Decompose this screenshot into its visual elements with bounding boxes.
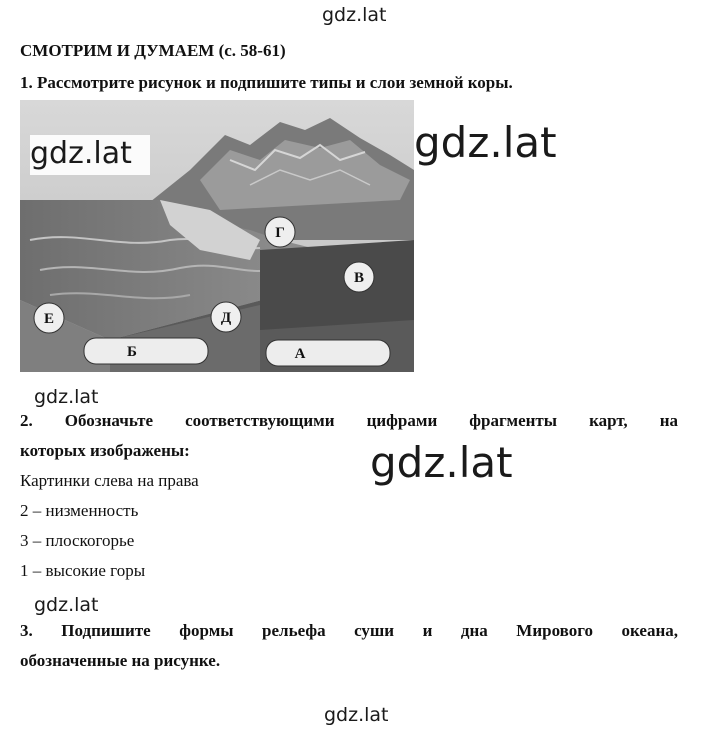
watermark: gdz.lat <box>34 594 99 616</box>
answer-line: 3 – плоскогорье <box>20 531 135 550</box>
label-g: Г <box>275 225 285 241</box>
watermark: gdz.lat <box>34 386 99 408</box>
answer-line: Картинки слева на права <box>20 471 199 490</box>
watermark: gdz.lat <box>322 4 387 26</box>
answer-line: 2 – низменность <box>20 501 139 520</box>
section-title: СМОТРИМ И ДУМАЕМ (с. 58-61) <box>20 41 286 60</box>
watermark: gdz.lat <box>30 136 132 171</box>
task-2-line-2: которых изображены: <box>20 441 190 460</box>
label-a: А <box>294 346 306 362</box>
watermark: gdz.lat <box>370 438 513 487</box>
label-v: В <box>353 270 365 286</box>
label-e: Е <box>43 311 55 327</box>
task-3-line-1: 3. Подпишите формы рельефа суши и дна Мирового океана, <box>20 621 678 640</box>
watermark: gdz.lat <box>324 704 389 726</box>
task-2-line-1: 2. Обозначьте соответствующими цифрами фрагменты карт, на <box>20 411 678 430</box>
task-3-line-2: обозначенные на рисунке. <box>20 651 221 670</box>
label-b: Б <box>127 344 137 360</box>
task-1-text: 1. Рассмотрите рисунок и подпишите типы и слои земной коры. <box>20 73 513 92</box>
answer-line: 1 – высокие горы <box>20 561 146 580</box>
watermark: gdz.lat <box>414 118 557 167</box>
label-d: Д <box>220 310 232 326</box>
